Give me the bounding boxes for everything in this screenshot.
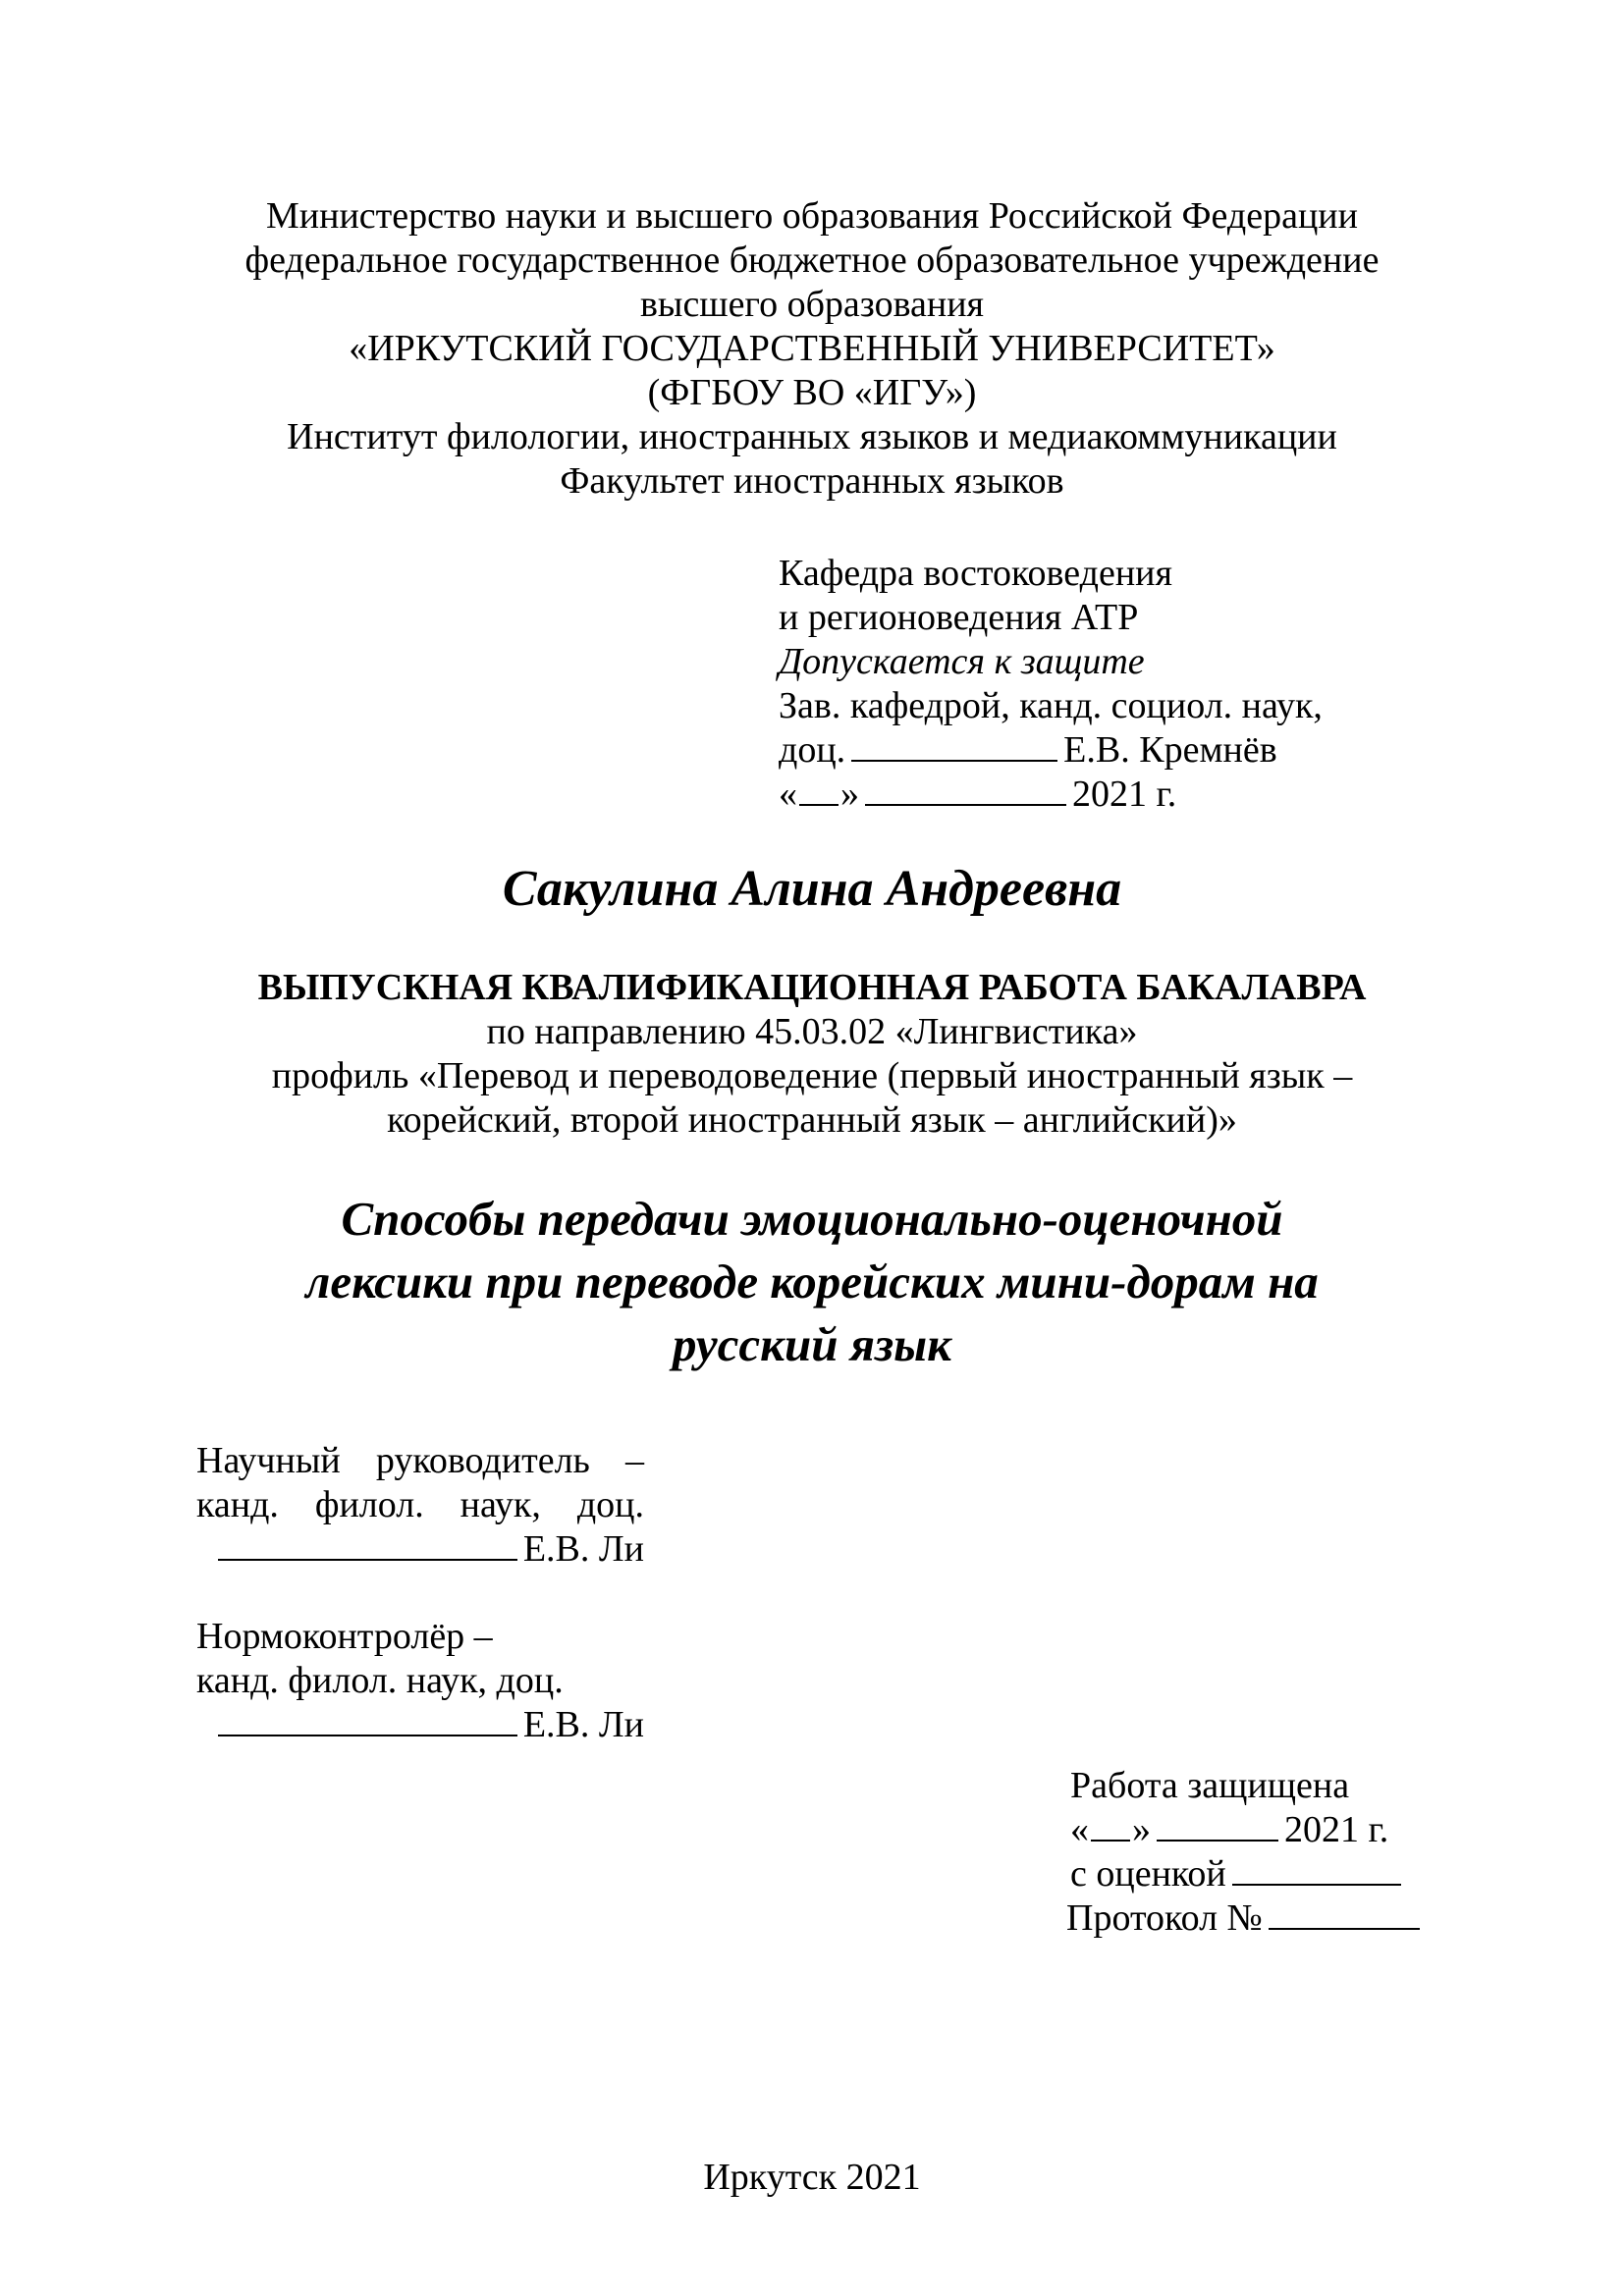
admission-label: Допускается к защите [779, 641, 1145, 682]
defense-block [1066, 1764, 1426, 1941]
supervisor-degree: канд. филол. наук, доц. [196, 1484, 644, 1525]
city-year: Иркутск 2021 [703, 2157, 921, 2198]
grade-line [1066, 1852, 1426, 1896]
faculty-name: Факультет иностранных языков [560, 460, 1064, 502]
normcontrol-signature-line [196, 1703, 644, 1747]
work-profile-line-2: корейский, второй иностранный язык – английский)» [387, 1099, 1237, 1141]
defense-quote-close: » [1132, 1809, 1151, 1850]
institute-name: Институт филологии, иностранных языков и медиакоммуникации [287, 416, 1337, 457]
thesis-title-line-3: русский язык [673, 1317, 951, 1371]
institution-header [0, 194, 1624, 504]
protocol-line [1066, 1896, 1426, 1941]
approval-year: 2021 г. [1072, 774, 1177, 815]
head-prefix: доц. [779, 729, 846, 771]
work-profile-line-1: профиль «Перевод и переводоведение (первый иностранный язык – [271, 1055, 1353, 1096]
defense-year: 2021 г. [1284, 1809, 1389, 1850]
author-name: Сакулина Алина Андреевна [502, 861, 1122, 917]
defense-day-blank [1091, 1836, 1130, 1842]
defense-month-blank [1157, 1836, 1278, 1842]
institution-type-line: федеральное государственное бюджетное образовательное учреждение [244, 240, 1380, 281]
department-line-1: Кафедра востоковедения [779, 553, 1172, 594]
university-abbr: (ФГБОУ ВО «ИГУ») [647, 372, 977, 413]
university-name: «ИРКУТСКИЙ ГОСУДАРСТВЕННЫЙ УНИВЕРСИТЕТ» [349, 328, 1275, 369]
normcontrol-block [196, 1615, 644, 1747]
supervisor-name: Е.В. Ли [522, 1528, 644, 1570]
protocol-label: Протокол № [1066, 1897, 1263, 1939]
defense-status: Работа защищена [1070, 1765, 1350, 1806]
signature-blank [851, 756, 1057, 762]
day-blank [799, 800, 839, 806]
work-direction: по направлению 45.03.02 «Лингвистика» [486, 1011, 1138, 1052]
defense-quote-open: « [1070, 1809, 1089, 1850]
work-type: ВЫПУСКНАЯ КВАЛИФИКАЦИОННАЯ РАБОТА БАКАЛАВРА [257, 967, 1367, 1008]
supervisor-role: Научный руководитель – [196, 1440, 644, 1481]
normcontrol-signature-blank [218, 1731, 517, 1736]
thesis-title-line-1: Способы передачи эмоционально-оценочной [341, 1192, 1283, 1246]
education-level-line: высшего образования [639, 284, 985, 325]
supervisor-signature-blank [218, 1555, 517, 1561]
work-description [0, 966, 1624, 1143]
normcontrol-name: Е.В. Ли [522, 1704, 644, 1745]
department-approval [779, 552, 1323, 817]
department-line-2: и регионоведения АТР [779, 597, 1139, 638]
month-blank [865, 800, 1066, 806]
grade-label: с оценкой [1070, 1853, 1226, 1895]
approval-date-line [779, 773, 1323, 817]
head-name: Е.В. Кремнёв [1063, 729, 1277, 771]
date-quote-open: « [779, 774, 797, 815]
head-title: Зав. кафедрой, канд. социол. наук, [779, 685, 1323, 726]
ministry-line: Министерство науки и высшего образования Российской Федерации [266, 195, 1358, 237]
supervisor-signature-line [196, 1527, 644, 1572]
normcontrol-degree: канд. филол. наук, доц. [196, 1660, 564, 1701]
thesis-title-line-2: лексики при переводе корейских мини-дорам на [305, 1255, 1319, 1308]
normcontrol-role: Нормоконтролёр – [196, 1616, 493, 1657]
defense-date-line [1066, 1808, 1426, 1852]
thesis-title [0, 1188, 1624, 1376]
protocol-blank [1269, 1924, 1420, 1930]
grade-blank [1232, 1880, 1401, 1886]
date-quote-close: » [840, 774, 859, 815]
supervisor-block [196, 1439, 644, 1572]
head-signature-line [779, 728, 1323, 773]
